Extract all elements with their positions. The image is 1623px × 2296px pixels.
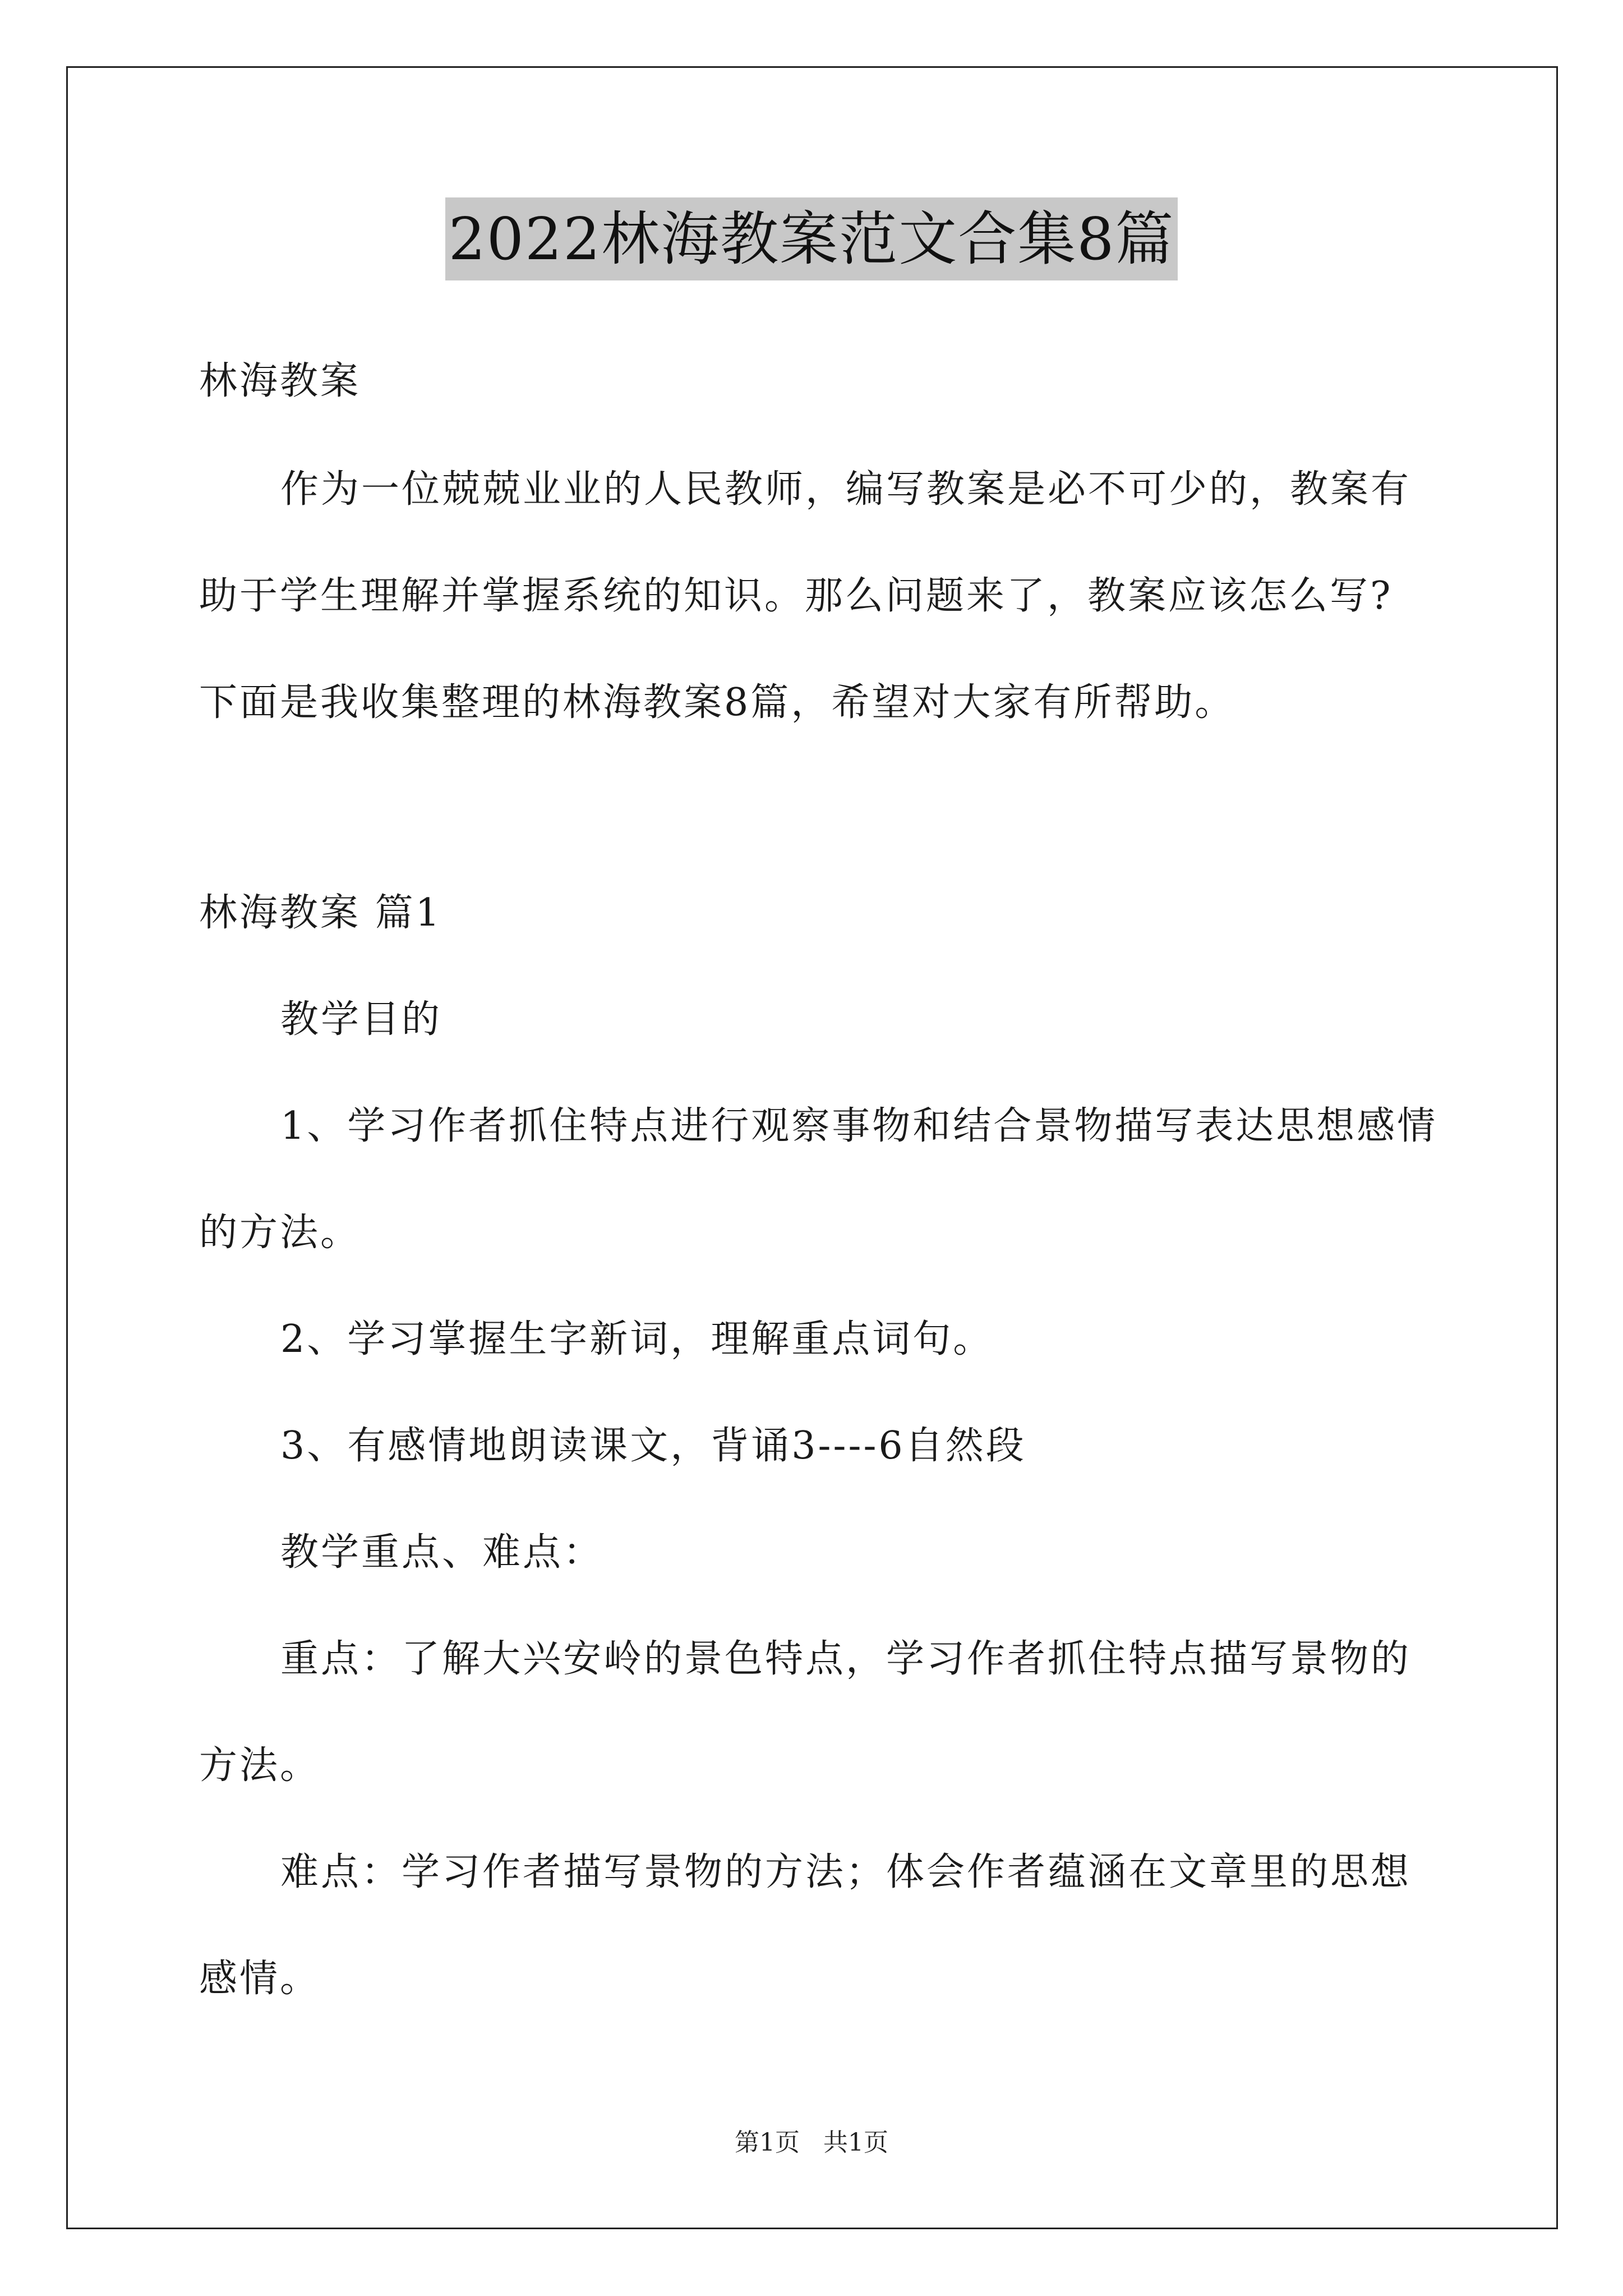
- intro-line-2: 助于学生理解并掌握系统的知识。那么问题来了，教案应该怎么写?: [199, 574, 1393, 618]
- goal-3: 3、有感情地朗读课文，背诵3----6自然段: [280, 1424, 1026, 1468]
- page-total: 共1页: [823, 2128, 888, 2157]
- key-points-heading: 教学重点、难点：: [280, 1530, 604, 1575]
- key-point-line-2: 方法。: [199, 1743, 321, 1788]
- title-container: [0, 197, 1623, 280]
- goal-2: 2、学习掌握生字新词，理解重点词句。: [280, 1317, 994, 1361]
- chapter-heading: 林海教案 篇1: [199, 891, 442, 935]
- page-footer: [0, 2126, 1623, 2160]
- difficulty-line-2: 感情。: [199, 1957, 321, 2001]
- document-title: 2022林海教案范文合集8篇: [445, 197, 1178, 280]
- goal-1-line-1: 1、学习作者抓住特点进行观察事物和结合景物描写表达思想感情: [280, 1104, 1438, 1148]
- page-current: 第1页: [735, 2128, 800, 2157]
- difficulty-line-1: 难点：学习作者描写景物的方法；体会作者蕴涵在文章里的思想: [280, 1850, 1412, 1894]
- intro-line-1: 作为一位兢兢业业的人民教师，编写教案是必不可少的，教案有: [280, 467, 1412, 512]
- section-heading: 林海教案: [199, 359, 361, 403]
- goal-1-line-2: 的方法。: [199, 1211, 361, 1255]
- key-point-line-1: 重点：了解大兴安岭的景色特点，学习作者抓住特点描写景物的: [280, 1637, 1412, 1681]
- intro-line-3: 下面是我收集整理的林海教案8篇，希望对大家有所帮助。: [199, 680, 1235, 725]
- paragraph-teaching-goals: 教学目的: [280, 997, 442, 1042]
